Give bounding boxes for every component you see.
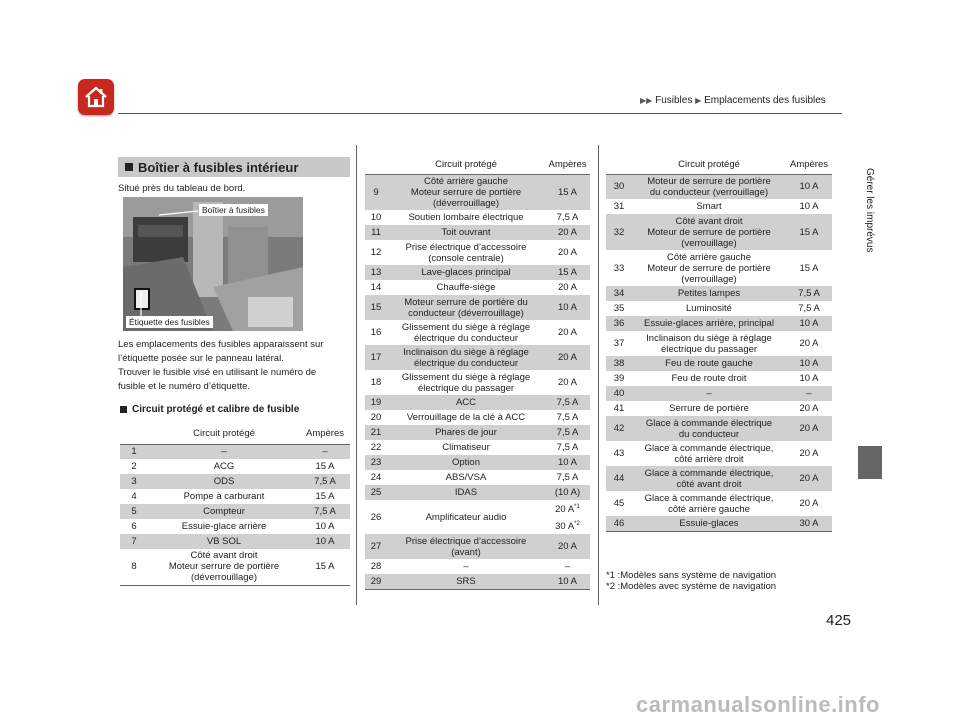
circuit-name: Prise électrique d’accessoire (console centrale): [405, 241, 527, 264]
fuse-number: 8: [120, 549, 148, 585]
circuit-name: Glace à commande électrique du conducteur: [632, 416, 786, 441]
table-row: [365, 485, 590, 500]
table-row: [365, 210, 590, 225]
fuse-amps: 15 A: [799, 262, 819, 274]
circuit-name: Essuie-glace arrière: [181, 521, 267, 532]
location-text: Situé près du tableau de bord.: [118, 183, 246, 194]
fuse-number: 37: [613, 338, 625, 349]
fuse-amps: 10 A: [315, 521, 335, 532]
circuit-name: Inclinaison du siège à réglage électrique du conducteur: [387, 345, 545, 370]
circuit-name: IDAS: [387, 485, 545, 500]
circuit-name: Luminosité: [686, 303, 732, 314]
circuit-name: Essuie-glaces arrière, principal: [632, 316, 786, 331]
fuse-amps: 15 A: [545, 174, 590, 210]
circuit-name: ACG: [213, 461, 235, 472]
table-row: [606, 199, 832, 214]
fuse-amps: 20 A: [545, 534, 590, 559]
table-row: [606, 331, 832, 356]
circuit-name: Glissement du siège à réglage électrique du passager: [401, 371, 531, 394]
breadcrumb-section[interactable]: Fusibles: [655, 95, 693, 106]
circuit-name: Pompe à carburant: [183, 491, 265, 502]
fuse-number: 1: [120, 444, 148, 459]
fuse-number: 34: [606, 286, 632, 301]
header-circuit: Circuit protégé: [148, 424, 300, 444]
fuse-amps: 20 $A^{*1}$ 30 $A^{*2}$: [555, 504, 580, 533]
fuse-amps: 15 A: [786, 214, 832, 250]
table-row: [365, 559, 590, 574]
table-row: [365, 395, 590, 410]
circuit-name: Soutien lombaire électrique: [408, 212, 524, 223]
circuit-name: –: [632, 386, 786, 401]
circuit-name: ACC: [387, 395, 545, 410]
table-row: [365, 410, 590, 425]
fuse-amps: 7,5 A: [556, 212, 579, 223]
column-divider: [356, 145, 357, 605]
fuse-box-illustration: [123, 197, 303, 331]
header-divider: [118, 113, 842, 114]
table-row: [365, 240, 590, 265]
circuit-name: Côté avant droit Moteur serrure de portière (déverrouillage): [148, 549, 300, 585]
breadcrumb-arrow-icon: ▶▶: [640, 96, 653, 105]
fuse-number: 40: [606, 386, 632, 401]
circuit-name: Lave-glaces principal: [387, 265, 545, 280]
fuse-number: 45: [613, 498, 625, 509]
fuse-number: 26: [370, 511, 382, 523]
fuse-amps: 20 A: [799, 338, 819, 349]
table-row: [365, 265, 590, 280]
fuse-amps: 7,5 A: [798, 303, 820, 314]
circuit-name: VB SOL: [148, 534, 300, 549]
fuse-amps: 7,5 A: [545, 425, 590, 440]
footnote-2: *2 :Modèles avec système de navigation: [606, 581, 777, 592]
fuse-number: 41: [613, 403, 625, 414]
fuse-number: 30: [606, 174, 632, 199]
footnote-mark: *1: [574, 504, 580, 510]
callout-fuse-box: Boîtier à fusibles: [199, 204, 268, 216]
table-row: [606, 491, 832, 516]
table-row: [606, 371, 832, 386]
table-row: [606, 174, 832, 199]
fuse-box-photo: [123, 197, 303, 331]
fuse-number: 11: [365, 225, 387, 240]
table-header-row: [606, 156, 832, 174]
fuse-amps: 20 A: [545, 345, 590, 370]
fuse-amps: 10 A: [786, 174, 832, 199]
table-header-row: [365, 156, 590, 174]
table-row: [365, 345, 590, 370]
table-row: [365, 225, 590, 240]
fuse-number: 43: [613, 448, 625, 459]
table-row: [365, 280, 590, 295]
breadcrumb-page: Emplacements des fusibles: [704, 95, 826, 106]
circuit-name: Petites lampes: [632, 286, 786, 301]
table-row: [606, 301, 832, 316]
header-number: [606, 156, 632, 174]
breadcrumb-arrow-icon: ▶: [695, 96, 702, 105]
header-amps: Ampères: [545, 156, 590, 174]
fuse-number: 15: [365, 295, 387, 320]
fuse-number: 21: [365, 425, 387, 440]
circuit-name: Prise électrique d’accessoire (avant): [387, 534, 545, 559]
fuse-number: 35: [613, 303, 625, 314]
fuse-number: 17: [365, 345, 387, 370]
circuit-name: Toit ouvrant: [387, 225, 545, 240]
fuse-number: 4: [131, 491, 137, 502]
table-row: [606, 286, 832, 301]
table-row: [120, 489, 350, 504]
table-row: [120, 474, 350, 489]
fuse-number: 23: [365, 455, 387, 470]
fuse-amps: 10 A: [786, 356, 832, 371]
section-heading: [118, 157, 350, 177]
fuse-number: 12: [370, 247, 382, 258]
fuse-amps: (10 A): [545, 485, 590, 500]
fuse-number: 3: [120, 474, 148, 489]
circuit-name: Feu de route droit: [671, 373, 747, 384]
table-row: [606, 316, 832, 331]
instruction-line: l’étiquette posée sur le panneau latéral.: [118, 353, 284, 364]
table-row: [365, 574, 590, 589]
fuse-amps: 15 A: [315, 461, 335, 472]
table-row: [365, 455, 590, 470]
circuit-name: Serrure de portière: [669, 403, 749, 414]
table-row: [606, 416, 832, 441]
fuse-number: 22: [370, 442, 382, 453]
fuse-amps: –: [786, 386, 832, 401]
fuse-amps: –: [564, 561, 571, 573]
fuse-number: 28: [370, 561, 382, 573]
footnotes: [606, 570, 776, 592]
fuse-amps: 20 A: [799, 498, 819, 509]
circuit-name: Compteur: [148, 504, 300, 519]
fuse-number: 31: [613, 201, 625, 212]
circuit-name: Glace à commande électrique, côté arrière droit: [644, 442, 774, 465]
fuse-number: 18: [370, 377, 382, 388]
fuse-amps: 20 A: [799, 403, 819, 414]
table-row: [120, 519, 350, 534]
circuit-name: Chauffe-siège: [436, 282, 496, 293]
fuse-number: 13: [365, 265, 387, 280]
fuse-amps: 20 A: [786, 416, 832, 441]
fuse-amps: 20 A: [557, 377, 578, 388]
home-button[interactable]: [78, 79, 114, 115]
instruction-line: Trouver le fusible visé en utilisant le numéro de: [118, 367, 317, 378]
fuse-amps: 10 A: [545, 455, 590, 470]
header-circuit: Circuit protégé: [632, 156, 786, 174]
fuse-table-2: [365, 156, 590, 590]
fuse-number: 7: [120, 534, 148, 549]
fuse-amps: 10 A: [300, 534, 350, 549]
subsection-title: Circuit protégé et calibre de fusible: [132, 404, 300, 415]
instructions: [118, 338, 358, 394]
instruction-line: fusible et le numéro d’étiquette.: [118, 381, 251, 392]
fuse-number: 27: [365, 534, 387, 559]
footnote-mark: *2: [574, 521, 580, 528]
section-title: Boîtier à fusibles intérieur: [138, 159, 299, 175]
fuse-number: 6: [131, 521, 137, 532]
fuse-number: 42: [606, 416, 632, 441]
fuse-number: 2: [131, 461, 137, 472]
table-row: [365, 370, 590, 395]
fuse-number: 29: [365, 574, 387, 589]
fuse-number: 36: [606, 316, 632, 331]
breadcrumb: [640, 95, 826, 106]
sidebar-marker: [858, 446, 882, 479]
circuit-name: Moteur de serrure de portière du conducteur (verrouillage): [632, 174, 786, 199]
fuse-amps: 15 A: [300, 549, 350, 585]
table-row: [120, 534, 350, 549]
fuse-number: 44: [606, 466, 632, 491]
circuit-name: ABS/VSA: [445, 472, 487, 483]
table-row: [365, 470, 590, 485]
instruction-line: Les emplacements des fusibles apparaissent sur: [118, 339, 324, 350]
table-row: [606, 401, 832, 416]
circuit-name: Option: [387, 455, 545, 470]
table-row: [606, 386, 832, 401]
fuse-number: 46: [606, 516, 632, 531]
page-number: 425: [826, 612, 852, 629]
table-row: [365, 534, 590, 559]
fuse-amps: 7,5 A: [556, 472, 579, 483]
circuit-name: Glissement du siège à réglage électrique du conducteur: [401, 321, 531, 344]
fuse-number: 16: [370, 327, 382, 338]
circuit-name: Verrouillage de la clé à ACC: [406, 412, 526, 423]
table-row: [365, 425, 590, 440]
fuse-number: 9: [365, 174, 387, 210]
fuse-number: 19: [365, 395, 387, 410]
table-row: [606, 466, 832, 491]
watermark: carmanualsonline.info: [636, 692, 880, 717]
table-row: [120, 549, 350, 585]
fuse-amps: 30 A: [786, 516, 832, 531]
fuse-number: 20: [370, 412, 382, 423]
table-row: [120, 444, 350, 459]
circuit-name: Côté arrière gauche Moteur serrure de portière (déverrouillage): [387, 174, 545, 210]
table-row: [365, 295, 590, 320]
table-row: [120, 504, 350, 519]
table-row: [365, 440, 590, 455]
home-icon: [83, 85, 109, 109]
fuse-amps: 7,5 A: [300, 474, 350, 489]
fuse-amps: –: [300, 444, 350, 459]
table-row: [606, 441, 832, 466]
circuit-name: Essuie-glaces: [632, 516, 786, 531]
circuit-name: Smart: [696, 201, 722, 212]
sidebar-label: Gérer les imprévus: [864, 167, 875, 253]
bullet-square-icon: [125, 163, 133, 171]
fuse-amps: 10 A: [545, 574, 590, 589]
circuit-name: Phares de jour: [387, 425, 545, 440]
fuse-amps: 20 A: [786, 466, 832, 491]
fuse-number: 25: [365, 485, 387, 500]
footnote-1: *1 :Modèles sans système de navigation: [606, 570, 777, 581]
fuse-amps: 15 A: [315, 491, 335, 502]
subsection-heading: [120, 404, 299, 415]
circuit-name: Moteur serrure de portière du conducteur (déverrouillage): [387, 295, 545, 320]
fuse-amps: 7,5 A: [556, 442, 579, 453]
callout-fuse-label: Étiquette des fusibles: [126, 316, 213, 328]
fuse-amps: 10 A: [799, 373, 819, 384]
fuse-amps: 7,5 A: [556, 412, 579, 423]
fuse-table-1: [120, 424, 350, 586]
circuit-name: –: [148, 444, 300, 459]
header-amps: Ampères: [786, 156, 832, 174]
fuse-amps: 7,5 A: [300, 504, 350, 519]
circuit-name: Glace à commande électrique, côté arrière gauche: [644, 492, 774, 515]
circuit-name: Climatiseur: [442, 442, 490, 453]
circuit-name: Feu de route gauche: [632, 356, 786, 371]
fuse-amps: 7,5 A: [545, 395, 590, 410]
fuse-amps: 7,5 A: [786, 286, 832, 301]
fuse-number: 38: [606, 356, 632, 371]
circuit-name: Inclinaison du siège à réglage électrique du passager: [646, 332, 772, 355]
table-row: [365, 174, 590, 210]
fuse-number: 32: [606, 214, 632, 250]
fuse-number: 33: [613, 262, 625, 274]
table-header-row: [120, 424, 350, 444]
fuse-amps: 20 A: [557, 327, 578, 338]
fuse-number: 5: [120, 504, 148, 519]
table-row: [606, 516, 832, 531]
bullet-square-icon: [120, 406, 127, 413]
table-row: [365, 320, 590, 345]
fuse-number: 39: [613, 373, 625, 384]
fuse-amps: 20 A: [557, 282, 578, 293]
fuse-number: 14: [370, 282, 382, 293]
fuse-table-3: [606, 156, 832, 532]
fuse-amps: 20 A: [545, 225, 590, 240]
fuse-amps: 20 A: [557, 247, 578, 258]
circuit-name: Amplificateur audio: [425, 511, 507, 523]
column-divider: [598, 145, 599, 605]
fuse-amps: 10 A: [545, 295, 590, 320]
header-circuit: Circuit protégé: [387, 156, 545, 174]
fuse-amps: 10 A: [799, 201, 819, 212]
header-amps: Ampères: [300, 424, 350, 444]
table-row: [365, 500, 590, 534]
fuse-amps: 10 A: [786, 316, 832, 331]
circuit-name: ODS: [148, 474, 300, 489]
fuse-amps: 15 A: [545, 265, 590, 280]
circuit-name: Côté arrière gauche Moteur de serrure de portière (verrouillage): [647, 251, 771, 285]
table-row: [120, 459, 350, 474]
table-row: [606, 250, 832, 286]
circuit-name: Côté avant droit Moteur de serrure de portière (verrouillage): [632, 214, 786, 250]
table-row: [606, 356, 832, 371]
circuit-name: Glace à commande électrique, côté avant droit: [632, 466, 786, 491]
header-number: [120, 424, 148, 444]
header-number: [365, 156, 387, 174]
sidebar-tab[interactable]: [857, 150, 882, 270]
circuit-name: SRS: [387, 574, 545, 589]
table-row: [606, 214, 832, 250]
circuit-name: –: [463, 561, 469, 573]
fuse-number: 24: [370, 472, 382, 483]
fuse-number: 10: [370, 212, 382, 223]
fuse-amps: 20 A: [799, 448, 819, 459]
